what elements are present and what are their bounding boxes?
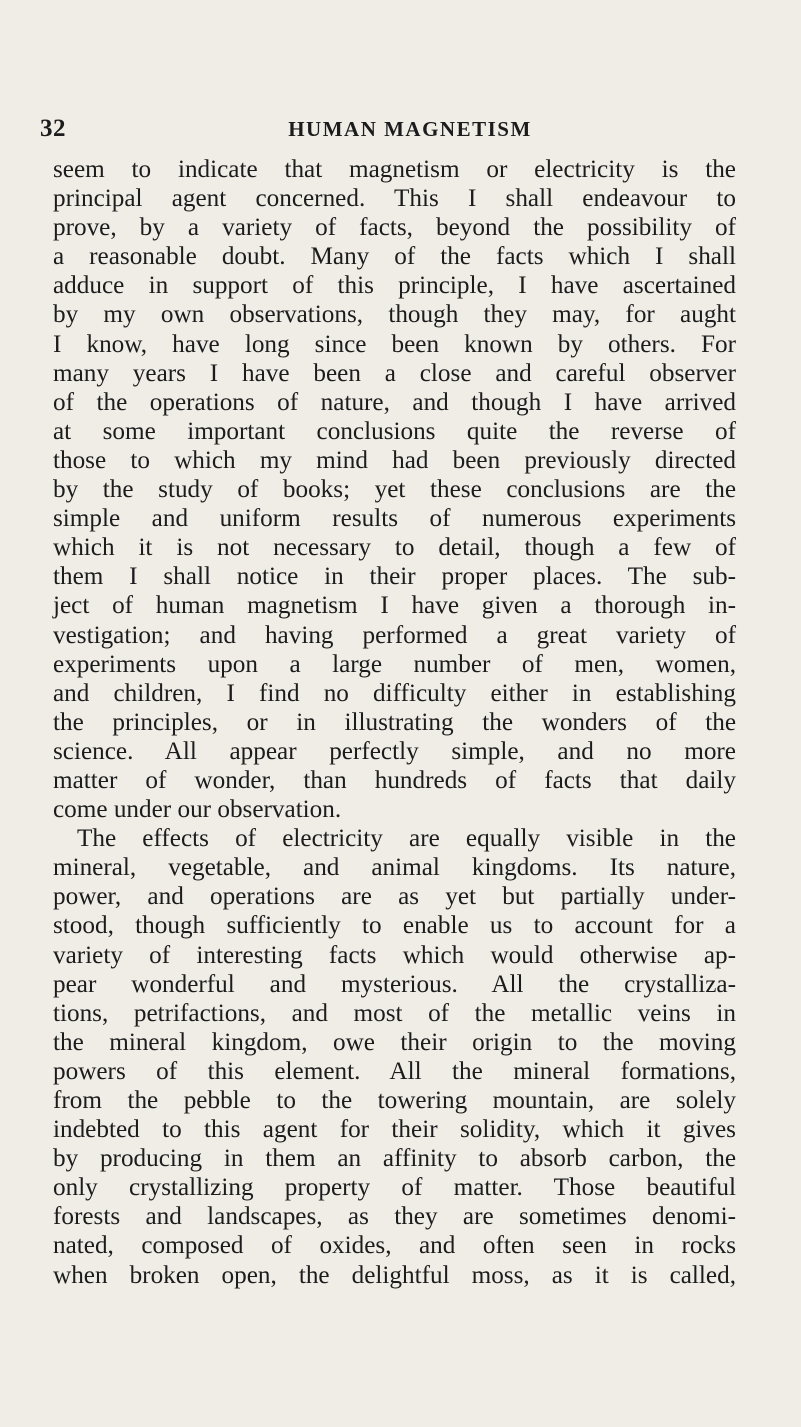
text-line: science. All appear perfectly simple, and no more	[53, 737, 736, 765]
text-line: at some important conclusions quite the reverse of	[53, 417, 736, 445]
running-head	[40, 115, 750, 145]
text-line: which it is not necessary to detail, though a few of	[53, 534, 736, 562]
text-line: stood, though sufficiently to enable us to account for a	[53, 912, 736, 940]
running-title: HUMAN MAGNETISM	[288, 117, 532, 141]
body-text	[53, 155, 736, 1290]
text-line: them I shall notice in their proper places. The sub-	[53, 563, 736, 591]
text-line: many years I have been a close and careful observer	[53, 359, 736, 387]
text-line: come under our observation.	[53, 796, 342, 824]
text-line: by the study of books; yet these conclusions are the	[53, 476, 736, 504]
text-line: mineral, vegetable, and animal kingdoms. Its nature,	[53, 854, 736, 882]
text-line: nated, composed of oxides, and often seen in rocks	[53, 1232, 736, 1260]
text-line: a reasonable doubt. Many of the facts which I shall	[53, 243, 736, 271]
text-line: adduce in support of this principle, I have ascertained	[53, 272, 736, 300]
text-line: ject of human magnetism I have given a thorough in-	[53, 592, 736, 620]
text-line: powers of this element. All the mineral formations,	[53, 1057, 736, 1085]
text-line: The effects of electricity are equally visible in the	[77, 825, 736, 853]
text-line: when broken open, the delightful moss, as it is called,	[53, 1261, 736, 1289]
text-line: the principles, or in illustrating the wonders of the	[53, 708, 736, 736]
text-line: and children, I find no difficulty either in establishing	[53, 679, 736, 707]
text-line: experiments upon a large number of men, women,	[53, 650, 736, 678]
text-line: only crystallizing property of matter. Those beautiful	[53, 1174, 736, 1202]
text-line: principal agent concerned. This I shall endeavour to	[53, 185, 736, 213]
text-line: matter of wonder, than hundreds of facts that daily	[53, 766, 736, 794]
text-line: vestigation; and having performed a great variety of	[53, 621, 736, 649]
text-line: by my own observations, though they may, for aught	[53, 301, 736, 329]
text-line: from the pebble to the towering mountain, are solely	[53, 1087, 736, 1114]
text-line: power, and operations are as yet but partially under-	[53, 883, 736, 911]
text-line: prove, by a variety of facts, beyond the possibility of	[53, 214, 736, 242]
text-line: variety of interesting facts which would otherwise ap-	[53, 941, 736, 969]
text-line: pear wonderful and mysterious. All the crystalliza-	[53, 970, 736, 998]
text-line: by producing in them an affinity to absorb carbon, the	[53, 1145, 736, 1173]
text-line: indebted to this agent for their solidity, which it gives	[53, 1116, 736, 1144]
text-line: forests and landscapes, as they are sometimes denomi-	[53, 1203, 736, 1231]
text-line: those to which my mind had been previously directed	[53, 446, 736, 474]
text-line: I know, have long since been known by others. For	[53, 330, 736, 358]
text-line: the mineral kingdom, owe their origin to the moving	[53, 1028, 736, 1056]
text-line: tions, petrifactions, and most of the metallic veins in	[53, 999, 736, 1027]
text-line: of the operations of nature, and though I have arrived	[53, 388, 736, 416]
text-line: seem to indicate that magnetism or electricity is the	[53, 156, 736, 183]
text-line: simple and uniform results of numerous experiments	[53, 505, 736, 533]
page-number: 32	[40, 115, 66, 142]
